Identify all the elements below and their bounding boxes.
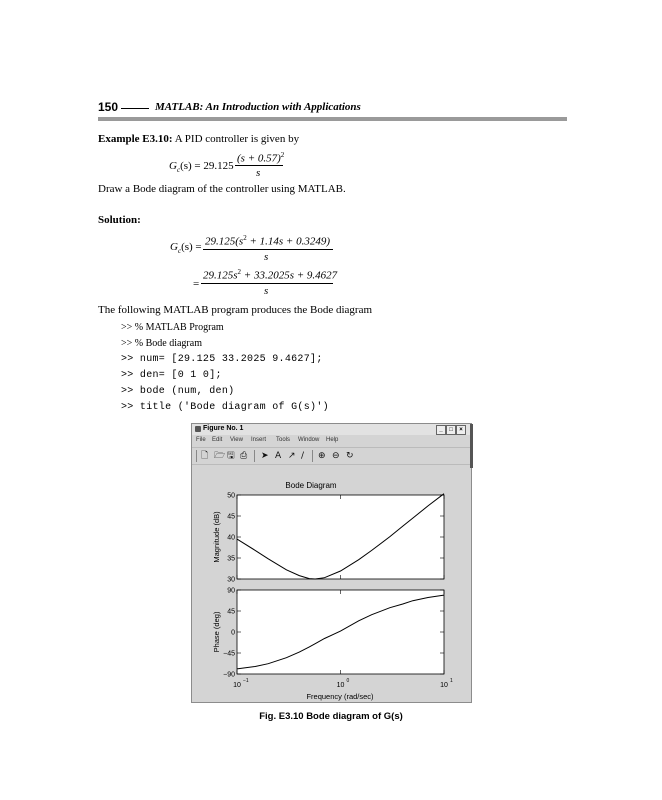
menu-help[interactable]: Help <box>326 437 339 443</box>
x-tick-label: 10 <box>336 682 345 689</box>
x-tick-exponent: 1 <box>450 678 453 684</box>
close-icon[interactable]: × <box>456 425 466 435</box>
open-file-icon[interactable]: 🗁 <box>214 451 226 461</box>
menu-window[interactable]: Window <box>298 437 320 443</box>
select-arrow-icon[interactable]: ➤ <box>261 451 269 461</box>
eq-lhs: $G_c(s) = 29.125$ <box>169 160 234 175</box>
figure-toolbar <box>192 447 471 465</box>
code-line: >> bode (num, den) <box>121 386 235 397</box>
menu-view[interactable]: View <box>230 437 243 443</box>
magnitude-ytick-label: 50 <box>227 492 235 500</box>
phase-ytick-label: 90 <box>227 587 235 595</box>
rotate-icon[interactable]: ↻ <box>346 451 354 461</box>
new-figure-icon[interactable]: 🗋 <box>201 451 209 461</box>
save-icon[interactable]: 🖫 <box>227 451 235 461</box>
example-label: Example E3.10: <box>98 133 173 145</box>
task-text: Draw a Bode diagram of the controller using MATLAB. <box>98 183 346 195</box>
menu-edit[interactable]: Edit <box>212 437 223 443</box>
x-tick-label: 10 <box>440 682 448 689</box>
magnitude-axes <box>237 495 444 579</box>
phase-ytick-label: −90 <box>223 671 235 679</box>
insert-text-icon[interactable]: A <box>275 451 282 461</box>
code-line: >> % Bode diagram <box>121 338 202 349</box>
phase-ytick-label: 0 <box>231 629 235 637</box>
chart-title: Bode Diagram <box>285 481 337 490</box>
solution-eq2-numerator: $29.125s^2 + 33.2025s + 9.4627$ <box>203 268 338 282</box>
zoom-in-icon[interactable]: ⊕ <box>318 451 326 461</box>
solution-eq1-fraction-line <box>203 249 333 250</box>
toolbar-separator <box>254 450 255 462</box>
example-text: A PID controller is given by <box>174 133 300 145</box>
scrollbar[interactable] <box>470 424 473 468</box>
magnitude-ytick-label: 40 <box>227 534 235 542</box>
book-title: MATLAB: An Introduction with Applications <box>155 101 361 113</box>
matlab-logo-icon <box>195 426 201 432</box>
magnitude-ytick-label: 35 <box>227 555 235 563</box>
print-icon[interactable]: ⎙ <box>240 451 248 461</box>
code-line: >> % MATLAB Program <box>121 322 224 333</box>
toolbar-separator <box>312 450 313 462</box>
insert-arrow-icon[interactable]: ↗ <box>288 451 296 461</box>
figure-title: Figure No. 1 <box>203 425 244 432</box>
insert-line-icon[interactable]: / <box>301 451 305 461</box>
menu-insert[interactable]: Insert <box>251 437 267 443</box>
zoom-out-icon[interactable]: ⊖ <box>332 451 340 461</box>
code-line: >> num= [29.125 33.2025 9.4627]; <box>121 354 323 365</box>
menu-tools[interactable]: Tools <box>276 437 291 443</box>
solution-eq1-denominator: s <box>264 251 269 263</box>
example-statement <box>98 133 299 146</box>
solution-eq2-denominator: s <box>264 285 269 297</box>
maximize-icon[interactable]: □ <box>446 425 456 435</box>
x-tick-exponent: 0 <box>346 678 350 684</box>
solution-eq2-fraction-line <box>201 283 333 284</box>
magnitude-ytick-label: 30 <box>227 576 235 584</box>
header-dash <box>121 108 149 109</box>
figure-caption: Fig. E3.10 Bode diagram of G(s) <box>259 711 403 722</box>
magnitude-ytick-label: 45 <box>227 513 235 521</box>
eq-denominator: s <box>256 167 261 179</box>
figure-menubar <box>192 436 471 446</box>
solution-label: Solution: <box>98 214 141 226</box>
solution-eq-lhs: $G_c(s)$ = <box>170 241 202 256</box>
magnitude-ylabel: Magnitude (dB) <box>212 511 221 563</box>
page-number: 150 <box>98 100 119 114</box>
code-line: >> den= [0 1 0]; <box>121 370 222 381</box>
figure-titlebar[interactable] <box>192 424 471 435</box>
toolbar-separator <box>196 450 197 462</box>
phase-ytick-label: −45 <box>223 650 235 658</box>
solution-eq1-numerator: $29.125(s^2 + 1.14s + 0.3249)$ <box>205 234 330 248</box>
menu-file[interactable]: File <box>196 437 206 443</box>
code-line: >> title ('Bode diagram of G(s)') <box>121 402 329 413</box>
eq-numerator: $(s + 0.57)^2$ <box>237 151 285 165</box>
bode-plot <box>191 465 472 705</box>
phase-ytick-label: 45 <box>227 608 235 616</box>
phase-ylabel: Phase (deg) <box>212 611 221 653</box>
header-rule <box>98 117 567 121</box>
solution-eq2-equals: = <box>193 278 200 290</box>
phase-axes <box>237 590 444 674</box>
x-tick-exponent: −1 <box>243 678 249 684</box>
program-intro: The following MATLAB program produces the Bode diagram <box>98 304 373 316</box>
chart-xlabel: Frequency (rad/sec) <box>306 692 374 701</box>
minimize-icon[interactable]: _ <box>436 425 446 435</box>
eq-fraction-line <box>235 165 283 166</box>
x-tick-label: 10 <box>233 682 241 689</box>
